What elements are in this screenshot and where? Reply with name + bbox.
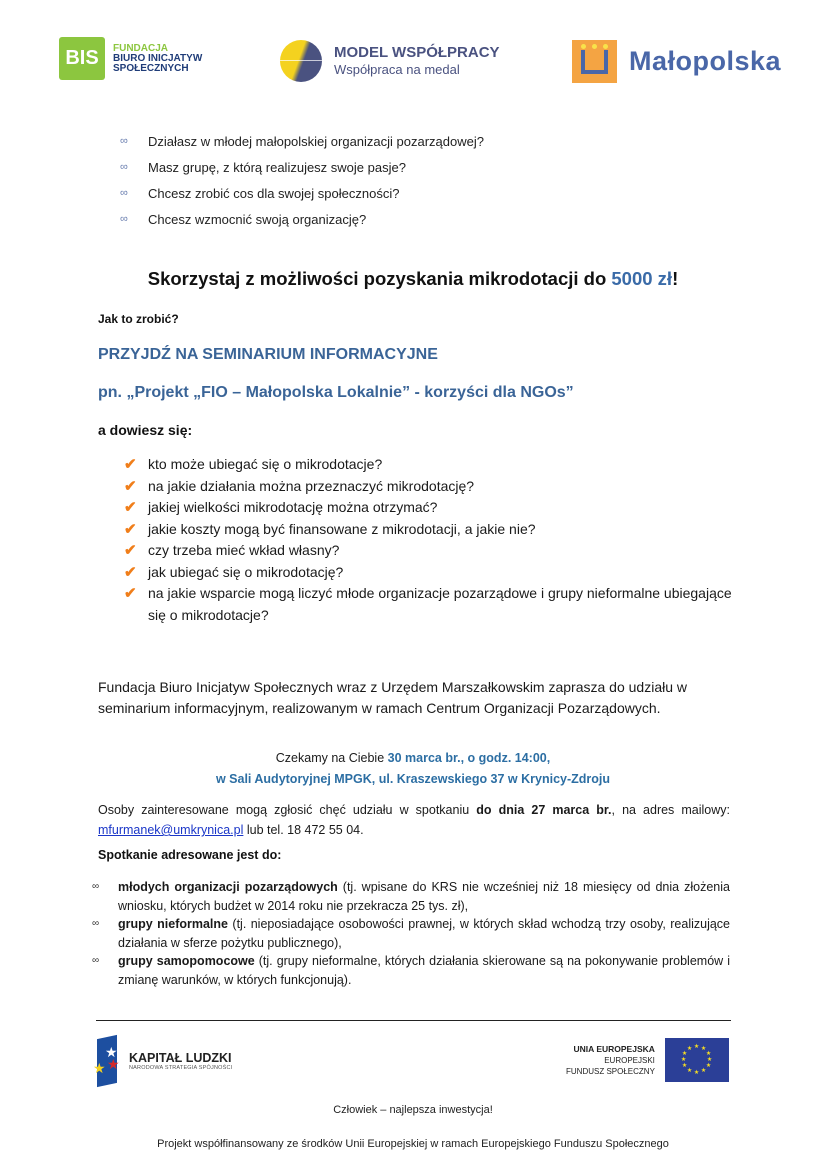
model-title: MODEL WSPÓŁPRACY <box>334 44 500 61</box>
infinity-bullet-icon: ∞ <box>120 187 128 199</box>
list-item: ✔ jakie koszty mogą być finansowane z mikrodotacji, a jakie nie? <box>124 519 734 541</box>
eu-logo: UNIA EUROPEJSKA EUROPEJSKI FUNDUSZ SPOŁECZNY ★ ★ ★ ★ ★ ★ ★ ★ ★ ★ ★ ★ <box>566 1038 729 1082</box>
list-item: ✔ czy trzeba mieć wkład własny? <box>124 540 734 562</box>
infinity-bullet-icon: ∞ <box>120 135 128 147</box>
list-item: ∞ Działasz w młodej małopolskiej organizacji pozarządowej? <box>120 133 484 149</box>
checkmark-icon: ✔ <box>124 563 137 581</box>
email-link[interactable]: mfurmanek@umkrynica.pl <box>98 823 244 837</box>
seminar-title: PRZYJDŹ NA SEMINARIUM INFORMACYJNE <box>98 346 438 363</box>
addressed-label: Spotkanie adresowane jest do: <box>98 848 282 862</box>
bis-mark: BIS <box>59 37 105 80</box>
eu-flag-icon: ★ ★ ★ ★ ★ ★ ★ ★ ★ ★ ★ ★ <box>665 1038 729 1082</box>
event-datetime: 30 marca br., o godz. 14:00, <box>387 751 551 765</box>
grant-amount: 5000 zł <box>611 268 673 289</box>
list-item: ✔ na jakie wsparcie mogą liczyć młode organizacje pozarządowe i grupy nieformalne ubiegające się o mikrodotacje? <box>124 585 732 623</box>
infinity-bullet-icon: ∞ <box>120 213 128 225</box>
list-item: ✔ jak ubiegać się o mikrodotację? <box>124 562 734 584</box>
kapital-ludzki-flag-icon: ★ ★ ★ <box>93 1037 121 1085</box>
infinity-bullet-icon: ∞ <box>92 918 100 929</box>
project-title: pn. „Projekt „FIO – Małopolska Lokalnie” - korzyści dla NGOs” <box>98 384 574 401</box>
kapital-ludzki-logo: ★ ★ ★ KAPITAŁ LUDZKI NARODOWA STRATEGIA SPÓJNOŚCI <box>93 1037 232 1085</box>
malopolska-logo <box>572 40 781 83</box>
list-item: ∞ Masz grupę, z którą realizujesz swoje pasje? <box>120 159 406 175</box>
checkmark-icon: ✔ <box>124 520 137 538</box>
funding-note: Projekt współfinansowany ze środków Unii Europejskiej w ramach Europejskiego Funduszu Społecznego <box>157 1138 669 1150</box>
checkmark-icon: ✔ <box>124 542 137 559</box>
model-wspolpracy-logo <box>280 40 500 82</box>
intro-questions-list <box>120 128 680 232</box>
event-location: w Sali Audytoryjnej MPGK, ul. Kraszewskiego 37 w Krynicy-Zdroju <box>215 772 611 786</box>
medal-icon <box>280 40 322 82</box>
list-item: ✔ na jakie działania można przeznaczyć mikrodotację? <box>124 476 734 498</box>
bis-wordmark: FUNDACJA BIURO INICJATYW SPOŁECZNYCH <box>113 42 203 74</box>
footer-divider <box>96 1020 731 1021</box>
list-item: ∞ grupy samopomocowe (tj. grupy nieformalne, których działania skierowane są na pokonywanie problemów i zmianę warunków, w których funkcjonują). <box>92 954 730 987</box>
list-item: ✔ jakiej wielkości mikrodotację można otrzymać? <box>124 497 734 519</box>
malopolska-wordmark: Małopolska <box>629 46 782 76</box>
learn-items-list <box>124 454 734 626</box>
learn-label: a dowiesz się: <box>98 422 193 438</box>
checkmark-icon: ✔ <box>124 456 137 473</box>
list-item: ∞ Chcesz zrobić cos dla swojej społeczności? <box>120 185 400 201</box>
infinity-bullet-icon: ∞ <box>120 161 128 173</box>
list-item: ✔ kto może ubiegać się o mikrodotacje? <box>124 454 734 476</box>
headline: Skorzystaj z możliwości pozyskania mikrodotacji do 5000 zł! <box>147 268 679 289</box>
list-item: ∞ grupy nieformalne (tj. nieposiadające osobowości prawnej, w których skład wchodzą trzy osoby, realizujące działania w sferze pożytku publicznego), <box>92 917 731 950</box>
infinity-bullet-icon: ∞ <box>92 881 100 892</box>
bis-logo <box>59 37 202 80</box>
crown-icon <box>572 40 617 83</box>
checkmark-icon: ✔ <box>124 477 137 495</box>
list-item: ∞ Chcesz wzmocnić swoją organizację? <box>120 211 367 227</box>
registration-paragraph: Osoby zainteresowane mogą zgłosić chęć udziału w spotkaniu do dnia 27 marca br., na adres mailowy: mfurmanek@umkrynica.pl lub tel. 18 472 55 04. <box>98 803 730 837</box>
target-groups-list <box>92 878 730 989</box>
list-item: ∞ młodych organizacji pozarządowych (tj. wpisane do KRS nie wcześniej niż 18 miesięcy od dnia złożenia wniosku, których budżet w 2014 roku nie przekracza 25 tys. zł), <box>92 880 730 913</box>
checkmark-icon: ✔ <box>124 585 137 602</box>
model-subtitle: Współpraca na medal <box>334 62 460 77</box>
registration-deadline: do dnia 27 marca br. <box>476 803 612 817</box>
infinity-bullet-icon: ∞ <box>92 955 100 966</box>
event-details: Czekamy na Ciebie 30 marca br., o godz. 14:00, w Sali Audytoryjnej MPGK, ul. Kraszewskiego 37 w Krynicy-Zdroju <box>0 748 826 790</box>
checkmark-icon: ✔ <box>124 499 137 516</box>
slogan: Człowiek – najlepsza inwestycja! <box>333 1104 493 1116</box>
invitation-paragraph: Fundacja Biuro Inicjatyw Społecznych wraz z Urzędem Marszałkowskim zaprasza do udziału w seminarium informacyjnym, realizowanym w ramach Centrum Organizacji Pozarządowych. <box>98 679 688 716</box>
howto-label: Jak to zrobić? <box>98 312 179 326</box>
